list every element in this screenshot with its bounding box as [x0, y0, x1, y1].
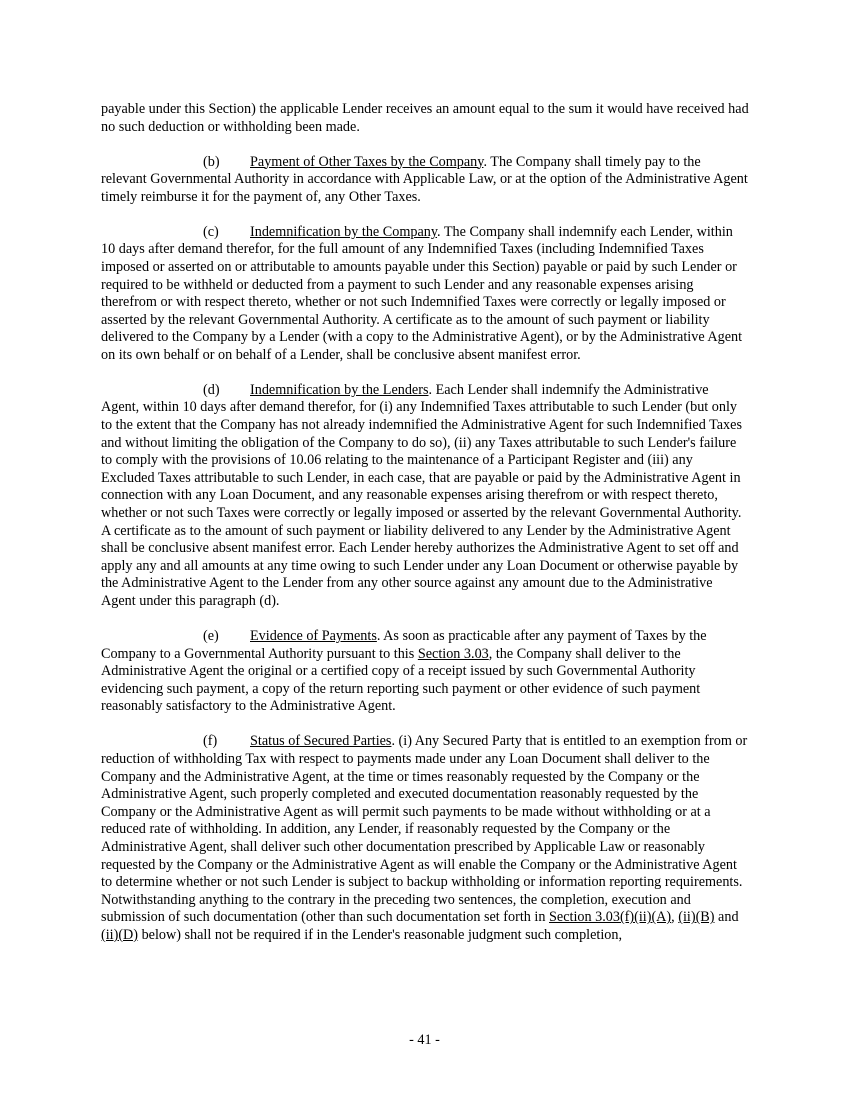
section-c-paragraph [101, 224, 749, 365]
section-d-body: . Each Lender shall indemnify the Administrative Agent, within 10 days after demand therefor, for (i) any Indemnified Taxes attributable to such Lender (but only to the extent that the Company has not already indemnified the Administrative Agent for such Indemnified Taxes and without limiting the obligation of the Company to do so), (ii) any Taxes attributable to such Lender's failure to comply with the provisions of 10.06 relating to the maintenance of a Participant Register and (iii) any Excluded Taxes attributable to such Lender, in each case, that are payable or paid by the Administrative Agent in connection with any Loan Document, and any reasonable expenses arising therefrom or with respect thereto, whether or not such Taxes were correctly or legally imposed or asserted by the relevant Governmental Authority. A certificate as to the amount of such payment or liability delivered to any Lender by the Administrative Agent shall be conclusive absent manifest error. Each Lender hereby authorizes the Administrative Agent to set off and apply any and all amounts at any time owing to such Lender under any Loan Document or otherwise payable by the Administrative Agent to the Lender from any other source against any amount due to the Administrative Agent under this paragraph (d). [101, 381, 742, 610]
ii-b-reference: (ii)(B) [678, 909, 715, 926]
intro-text: payable under this Section) the applicable Lender receives an amount equal to the sum it would have received had no such deduction or withholding been made. [101, 101, 749, 135]
section-c-body: . The Company shall indemnify each Lender, within 10 days after demand therefor, for the full amount of any Indemnified Taxes (including Indemnified Taxes imposed or asserted on or attributable to amounts payable under this Section) payable or paid by such Lender or required to be withheld or deducted from a payment to such Lender and any reasonable expenses arising therefrom or with respect thereto, whether or not such Indemnified Taxes were correctly or legally imposed or asserted by the relevant Governmental Authority. A certificate as to the amount of such payment or liability delivered to the Company by a Lender (with a copy to the Administrative Agent), or by the Administrative Agent on its own behalf or on behalf of a Lender, shall be conclusive absent manifest error. [101, 223, 743, 363]
section-b-paragraph [101, 154, 749, 207]
section-f-label: (f) [203, 733, 218, 750]
section-d-label: (d) [203, 381, 220, 398]
ii-d-reference: (ii)(D) [101, 926, 139, 943]
page-number: - 41 - [409, 1032, 440, 1048]
section-f-body-after: below) shall not be required if in the Lender's reasonable judgment such completion, [138, 926, 623, 943]
intro-paragraph [101, 101, 749, 136]
section-f-separator-1: , [671, 909, 679, 926]
section-d-paragraph [101, 382, 749, 611]
section-e-body-before: . As soon as practicable after any payment of Taxes by the Company to a Governmental Authority pursuant to this [101, 628, 707, 662]
section-b-label: (b) [203, 153, 220, 170]
section-e-label: (e) [203, 628, 219, 644]
document-page [101, 101, 749, 962]
section-f-paragraph [101, 733, 749, 944]
section-b-body: . The Company shall timely pay to the relevant Governmental Authority in accordance with Applicable Law, or at the option of the Administrative Agent timely reimburse it for the payment of, any Other Taxes. [101, 153, 748, 205]
section-c-heading: Indemnification by the Company [250, 223, 438, 240]
section-e-paragraph [101, 628, 749, 716]
section-3-03-f-ii-a-reference: Section 3.03(f)(ii)(A) [549, 909, 672, 926]
section-e-heading: Evidence of Payments [250, 628, 377, 644]
section-f-heading: Status of Secured Parties [250, 733, 392, 750]
section-c-label: (c) [203, 223, 219, 240]
section-b-heading: Payment of Other Taxes by the Company [250, 153, 484, 170]
section-d-heading: Indemnification by the Lenders [250, 381, 429, 398]
section-e-body-after: , the Company shall deliver to the Administrative Agent the original or a certified copy of a receipt issued by such Governmental Authority evidencing such payment, a copy of the return reporting such payment or other evidence of such payment reasonably satisfactory to the Administrative Agent. [101, 645, 701, 715]
section-3-03-reference: Section 3.03 [417, 645, 489, 662]
section-f-separator-2: and [714, 909, 739, 926]
section-f-body-before: . (i) Any Secured Party that is entitled to an exemption from or reduction of withholding Tax with respect to payments made under any Loan Document shall deliver to the Company and the Administrative Agent, at the time or times reasonably requested by the Company or the Administrative Agent, such properly completed and executed documentation reasonably requested by the Company or the Administrative Agent as will permit such payments to be made without withholding or at a reduced rate of withholding. In addition, any Lender, if reasonably requested by the Company or the Administrative Agent, shall deliver such other documentation prescribed by Applicable Law or reasonably requested by the Company or the Administrative Agent as will enable the Company or the Administrative Agent to determine whether or not such Lender is subject to backup withholding or information reporting requirements. Notwithstanding anything to the contrary in the preceding two sentences, the completion, execution and submission of such documentation (other than such documentation set forth in [101, 733, 748, 926]
